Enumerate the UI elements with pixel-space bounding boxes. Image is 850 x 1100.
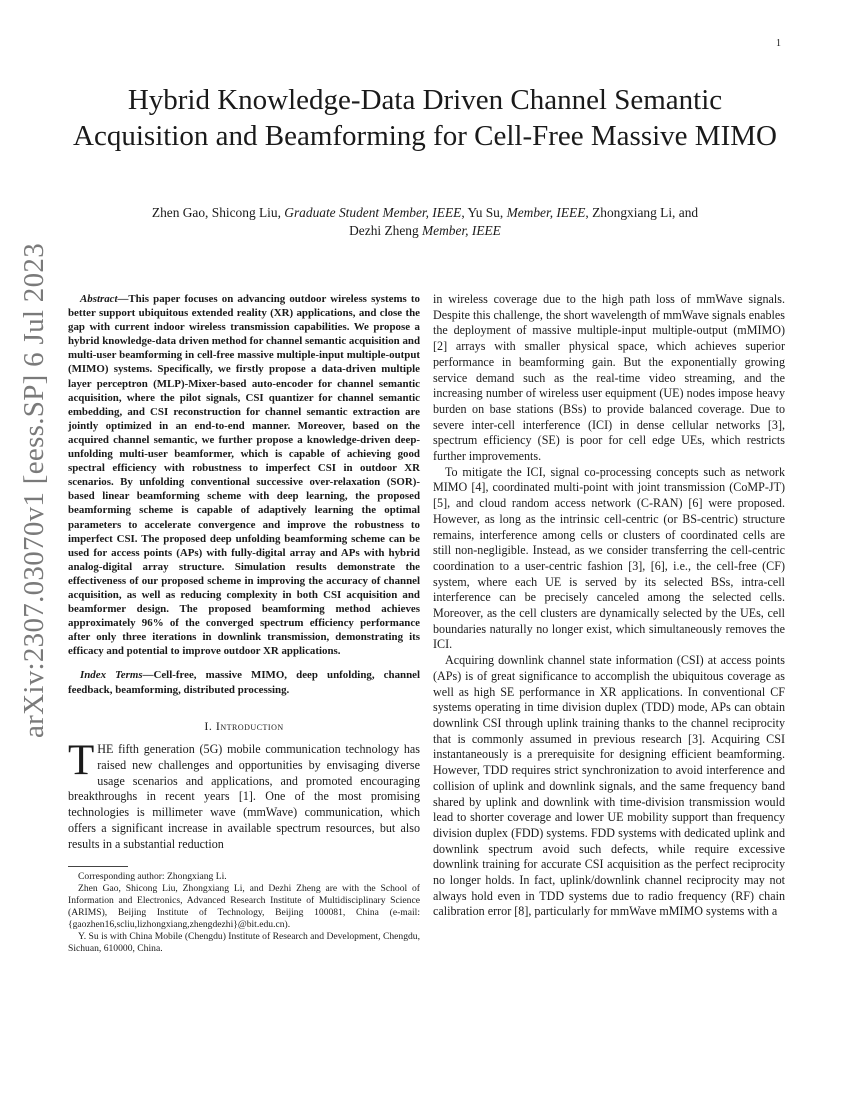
intro-paragraph: THE fifth generation (5G) mobile communication technology has raised new challenges and opportunities by envisaging diverse usage scenarios and applications, and promoted encouraging breakthroughs in recent years [1]. One of the most promising technologies is millimeter wave (mmWave) communication, which offers a significant increase in available spectrum resources, but also results in a substantial reduction [68,737,420,851]
section-heading-introduction: I. Introduction [204,718,284,733]
index-terms: Index Terms—Cell-free, massive MIMO, deep unfolding, channel feedback, beamforming, distributed processing. [68,669,420,696]
abstract: Abstract—This paper focuses on advancing outdoor wireless systems to better support ubiquitous extended reality (XR) applications, and close the gap with current indoor wireless transmission capabilities. We propose a hybrid knowledge-data driven method for channel semantic acquisition and multi-user beamforming in cell-free massive multiple-input multiple-output (MIMO) systems. Specifically, we firstly propose a data-driven multiple layer perceptron (MLP)-Mixer-based auto-encoder for channel semantic acquisition, where the pilot signals, CSI quantizer for channel semantic embedding, and CSI reconstruction for channel semantic extraction are jointly optimized in an end-to-end manner. Moreover, based on the acquired channel semantic, we further propose a knowledge-driven deep-unfolding multi-user beamformer, which is capable of achieving good spectral efficiency with robustness to imperfect CSI in outdoor XR scenarios. By unfolding conventional successive over-relaxation (SOR)-based linear beamforming scheme with deep learning, the proposed beamforming scheme is capable of adaptively learning the optimal parameters to accelerate convergence and improve the robustness to imperfect CSI. The proposed deep unfolding beamforming scheme can be used for access points (APs) with fully-digital array and APs with hybrid analog-digital array structure. Simulation results demonstrate the effectiveness of our proposed scheme in improving the accuracy of channel acquisition, as well as reducing complexity in both CSI acquisition and beamformer design. The proposed beamforming method achieves approximately 96% of the converged spectrum efficiency performance after only three iterations in downlink transmission, demonstrating its efficacy and potential to improve outdoor XR applications. [68,293,420,658]
arxiv-stamp [12,242,56,738]
left-column [68,292,420,955]
body-paragraph: Acquiring downlink channel state information (CSI) at access points (APs) is of great significance to accomplish the ubiquitous coverage as well as high SE performance in XR applications. In conventional CF systems operating in time division duplex (TDD) mode, APs can obtain downlink CSI through uplink training thanks to the channel reciprocity that is commonly assumed in previous research [3]. Acquiring CSI instantaneously is a prerequisite for designing efficient beamforming. However, TDD requires strict synchronization to avoid interference and collision of uplink and downlink signals, and the same frequency band shared by uplink and downlink with time-division transmission would lead to shorter coverage and lower UE mobility support than frequency division duplex (FDD) systems. FDD systems with dedicated uplink and downlink spectrum avoid such defects, while require excessive downlink training for accurate CSI acquisition as the perfect reciprocity no longer holds. In fact, uplink/downlink channel reciprocity may not always hold even in TDD systems due to radio frequency (RF) chain calibration error [8], particularly for mmWave mMIMO systems with a [433,653,785,919]
body-paragraph: in wireless coverage due to the high path loss of mmWave signals. Despite this challenge, the short wavelength of mmWave signals enables the deployment of massive multiple-input multiple-output (mMIMO) [2] arrays with smaller physical space, which achieves superior performance in beamforming gain. But the exponentially growing service demand such as the real-time video streaming, and the increasing number of wireless user equipment (UE) nodes impose heavy burden on base stations (BSs) to provide balanced coverage. Due to severe inter-cell interference (ICI) in dense cellular networks [3], spectrum efficiency (SE) is poor for cell edge UEs, which restricts further improvements. [433,292,785,464]
footnote-divider [68,866,128,867]
page-number: 1 [776,38,781,49]
author-line-2: Dezhi Zheng Member, IEEE [349,223,501,238]
paper-title: Hybrid Knowledge-Data Driven Channel Semantic Acquisition and Beamforming for Cell-Free Massive MIMO [73,84,777,152]
arxiv-identifier[interactable]: arXiv:2307.03070v1 [eess.SP] 6 Jul 2023 [17,242,50,738]
right-column [433,292,785,920]
footnote-corresponding: Corresponding author: Zhongxiang Li. [78,871,227,883]
footnote-affiliation-bit: Zhen Gao, Shicong Liu, Zhongxiang Li, and Dezhi Zheng are with the School of Information and Electronics, Advanced Research Institute of Multidisciplinary Science (ARIMS), Beijing Institute of Technology, Beijing 100081, China (e-mail: {gaozhen16,scliu,lizhongxiang,zhengdezhi}@bit.edu.cn). [68,883,420,931]
author-line-1: Zhen Gao, Shicong Liu, Graduate Student Member, IEEE, Yu Su, Member, IEEE, Zhongxiang Li, and [151,205,699,220]
body-paragraph: To mitigate the ICI, signal co-processing concepts such as network MIMO [4], coordinated multi-point with joint transmission (CoMP-JT) [5], and cloud random access network (C-RAN) [6] were proposed. However, as long as the intrinsic cell-centric (or BS-centric) structure remains, interference among cells or clusters of coordinated cells are still non-negligible. Instead, as we consider transferring the cell-centric coordination to a user-centric fashion [3], [6], i.e., the cell-free (CF) system, where each UE is served by its selected BSs, intra-cell interference can be precisely canceled among the selected cells. Moreover, as the cell clusters are dynamically selected by the UEs, cell boundaries naturally no longer exist, which simultaneously removes the ICI. [433,464,785,652]
footnote-affiliation-cmcc: Y. Su is with China Mobile (Chengdu) Institute of Research and Development, Chengdu, Sichuan, 610000, China. [68,931,420,955]
drop-cap: T [68,737,95,785]
author-list [70,204,780,240]
